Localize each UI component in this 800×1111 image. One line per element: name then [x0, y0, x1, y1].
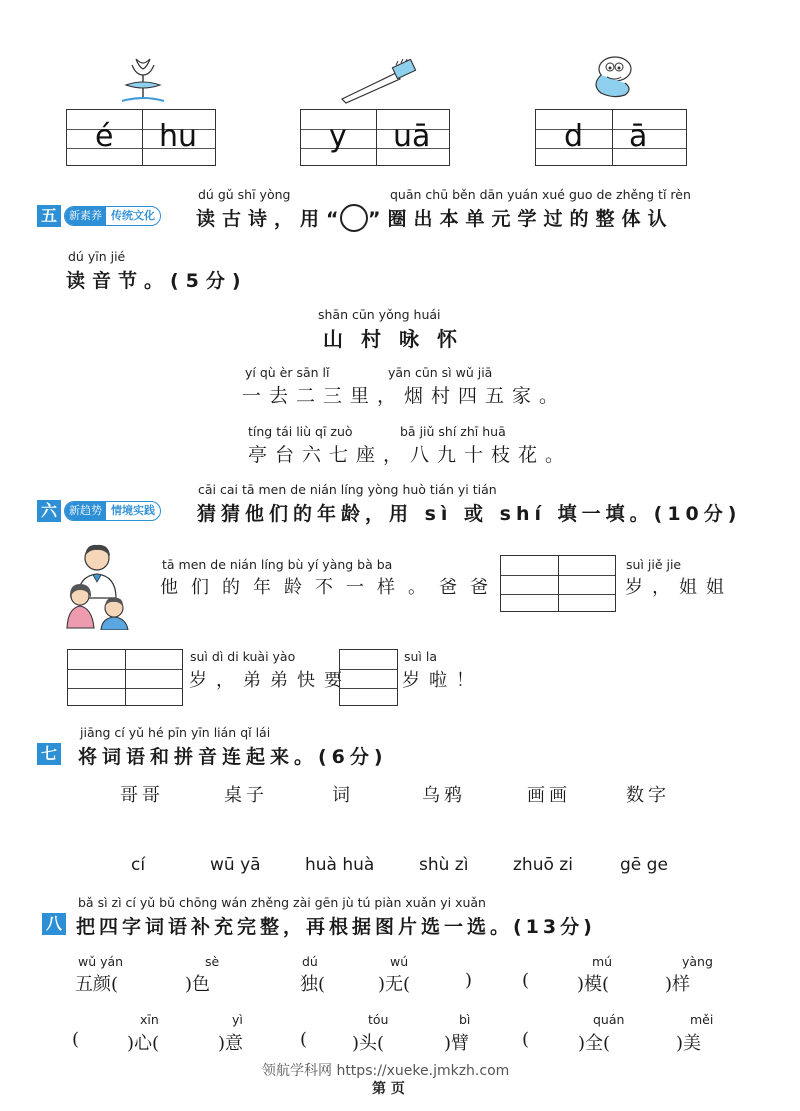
grid-right-letters: hu	[159, 119, 198, 154]
tag-situational-practice: 情境实践	[111, 504, 155, 517]
sentence-3: 岁，弟弟快要	[189, 670, 351, 691]
section-6-number: 六	[37, 500, 61, 522]
section-5-pinyin-a: dú gǔ shī yòng	[198, 187, 291, 202]
idiom-pinyin: yàng	[682, 954, 713, 969]
match-pinyin[interactable]: cí	[131, 855, 146, 875]
idiom-fragment[interactable]: )头(	[352, 1033, 385, 1054]
idiom-fragment[interactable]: )	[465, 970, 473, 991]
idiom-fragment[interactable]: )臂	[444, 1033, 470, 1054]
grid-right-letters: uā	[393, 119, 431, 154]
idiom-fragment[interactable]: 独(	[300, 974, 326, 995]
poem-line-1-pinyin-b: yān cūn sì wǔ jiā	[388, 365, 493, 380]
idiom-pinyin: sè	[205, 954, 220, 969]
idiom-fragment[interactable]: 五颜(	[75, 974, 119, 995]
section-6-pinyin: cāi cai tā men de nián líng yòng huò tián yi tián	[198, 482, 497, 497]
idiom-pinyin: quán	[593, 1012, 625, 1027]
section-5-tag	[64, 206, 161, 226]
pinyin-grid	[535, 109, 687, 166]
father-age-writing-box[interactable]	[500, 555, 616, 612]
section-8-instruction: 把四字词语补充完整，再根据图片选一选。(13分)	[76, 916, 596, 938]
idiom-fragment[interactable]: )美	[676, 1033, 702, 1054]
idiom-pinyin: měi	[690, 1012, 714, 1027]
idiom-pinyin: tóu	[368, 1012, 389, 1027]
poem-title-pinyin: shān cūn yǒng huái	[318, 307, 441, 322]
idiom-fragment[interactable]: (	[300, 1029, 308, 1050]
idiom-fragment[interactable]: )意	[218, 1033, 244, 1054]
grid-left-letter: y	[329, 119, 347, 154]
match-pinyin[interactable]: wū yā	[210, 855, 261, 875]
poem-line-2-pinyin-b: bā jiǔ shí zhī huā	[400, 424, 506, 439]
poem-title: 山村咏怀	[323, 327, 475, 351]
tag-new-trend: 新趋势	[65, 502, 106, 520]
match-pinyin[interactable]: gē ge	[620, 855, 668, 875]
match-word[interactable]: 词	[332, 785, 354, 806]
poem-line-1: 一去二三里，烟村四五家。	[242, 385, 567, 407]
section-7-pinyin: jiāng cí yǔ hé pīn yīn lián qǐ lái	[80, 725, 271, 740]
sentence-3-pinyin: suì dì di kuài yào	[190, 649, 296, 664]
idiom-pinyin: wǔ yán	[78, 954, 124, 969]
idiom-fragment[interactable]: )样	[665, 974, 691, 995]
section-5-instruction-c: 读音节。(5分)	[66, 270, 248, 292]
brother-age-writing-box[interactable]	[339, 649, 398, 706]
section-5-pinyin-b: quān chū běn dān yuán xué guo de zhěng tǐ rèn	[390, 187, 691, 202]
idiom-fragment[interactable]: (	[72, 1029, 80, 1050]
idiom-fragment[interactable]: )全(	[578, 1033, 611, 1054]
page-number: 第 页	[372, 1081, 405, 1097]
toothbrush-icon	[338, 59, 418, 109]
sentence-2: 岁，姐姐	[625, 577, 733, 598]
match-word[interactable]: 数字	[626, 785, 670, 806]
sister-age-writing-box[interactable]	[67, 649, 183, 706]
sentence-4-pinyin: suì la	[404, 649, 438, 664]
sentence-1-pinyin: tā men de nián líng bù yí yàng bà ba	[162, 557, 393, 572]
tag-new-literacy: 新素养	[65, 207, 106, 225]
sentence-4: 岁啦！	[402, 670, 483, 691]
section-8-number: 八	[42, 913, 66, 935]
poem-line-1-pinyin-a: yí qù èr sān lǐ	[245, 365, 330, 380]
grid-right-letters: ā	[629, 119, 648, 154]
match-word[interactable]: 桌子	[224, 785, 268, 806]
idiom-fragment[interactable]: )无(	[378, 974, 411, 995]
poem-line-2-pinyin-a: tíng tái liù qī zuò	[248, 424, 353, 439]
idiom-fragment[interactable]: (	[522, 970, 530, 991]
idiom-pinyin: wú	[390, 954, 409, 969]
match-word[interactable]: 画画	[527, 785, 571, 806]
section-5-instruction-a: 读古诗，用“	[196, 208, 346, 230]
section-6-instruction: 猜猜他们的年龄，用 sì 或 shí 填一填。(10分)	[197, 503, 742, 525]
idiom-pinyin: yì	[232, 1012, 243, 1027]
idiom-fragment[interactable]: )模(	[577, 974, 610, 995]
match-pinyin[interactable]: shù zì	[419, 855, 469, 875]
tag-traditional-culture: 传统文化	[111, 209, 155, 222]
circle-icon	[340, 204, 368, 232]
family-illustration-icon	[64, 538, 134, 630]
idiom-pinyin: mú	[592, 954, 613, 969]
match-pinyin[interactable]: zhuō zi	[513, 855, 573, 875]
section-7-instruction: 将词语和拼音连起来。(6分)	[78, 746, 388, 768]
match-word[interactable]: 乌鸦	[422, 785, 466, 806]
match-pinyin[interactable]: huà huà	[305, 855, 375, 875]
sentence-1: 他们的年龄不一样。爸爸	[160, 577, 501, 598]
sentence-2-pinyin: suì jiě jie	[626, 557, 682, 572]
section-7-number: 七	[37, 743, 61, 765]
snake-icon	[585, 51, 639, 109]
section-5-number: 五	[37, 205, 61, 227]
section-6-tag	[64, 501, 161, 521]
idiom-fragment[interactable]: )色	[185, 974, 211, 995]
grid-left-letter: é	[95, 119, 114, 154]
section-8-pinyin: bǎ sì zì cí yǔ bǔ chōng wán zhěng zài gēn jù tú piàn xuǎn yi xuǎn	[78, 895, 486, 910]
section-5-instruction-b: ”圈出本单元学过的整体认	[368, 208, 674, 230]
watermark-text: 领航学科网 https://xueke.jmkzh.com	[262, 1063, 510, 1079]
idiom-fragment[interactable]: (	[522, 1029, 530, 1050]
idiom-fragment[interactable]: )心(	[127, 1033, 160, 1054]
poem-line-2: 亭台六七座，八九十枝花。	[248, 444, 573, 466]
idiom-pinyin: dú	[302, 954, 318, 969]
section-5-pinyin-c: dú yīn jié	[68, 249, 126, 264]
match-word[interactable]: 哥哥	[120, 785, 164, 806]
lotus-icon	[118, 55, 168, 111]
idiom-pinyin: xīn	[140, 1012, 159, 1027]
idiom-pinyin: bì	[459, 1012, 471, 1027]
grid-left-letter: d	[564, 119, 584, 154]
